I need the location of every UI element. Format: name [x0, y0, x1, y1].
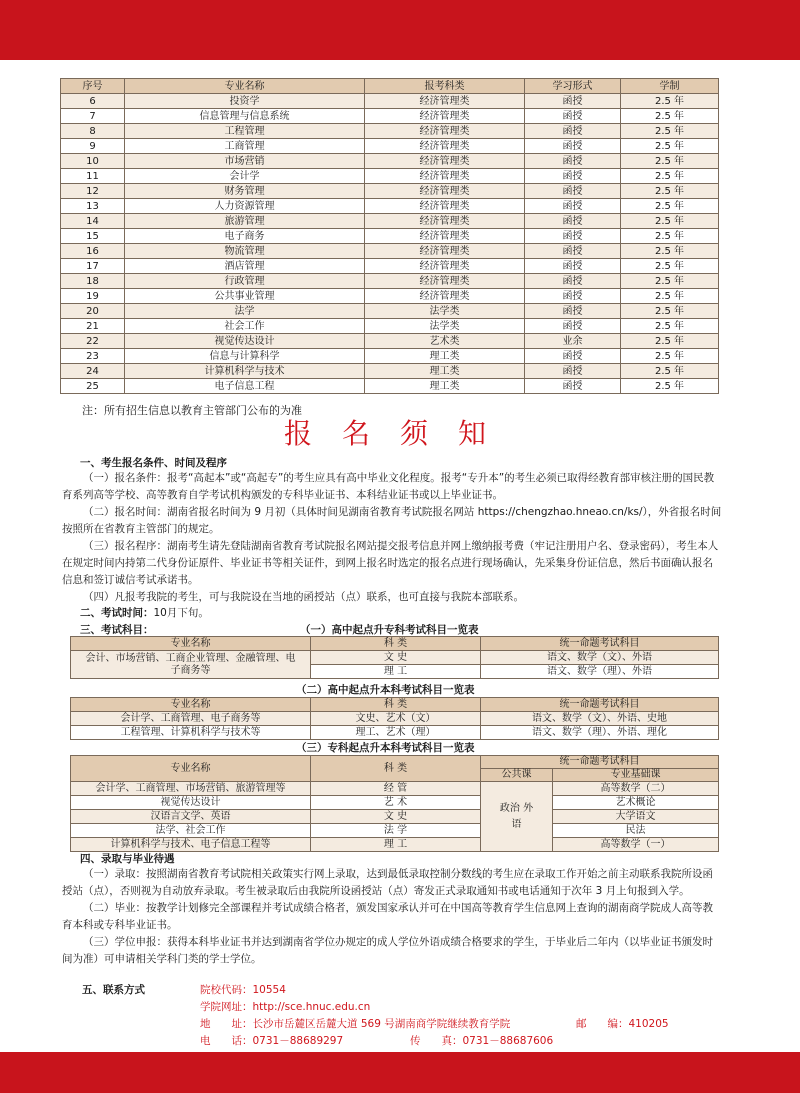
- t3-major: 视觉传达设计: [71, 796, 311, 810]
- t3-category: 艺 术: [311, 796, 481, 810]
- row-duration: 2.5 年: [621, 244, 719, 259]
- table-row: [61, 349, 719, 364]
- row-index: 14: [61, 214, 125, 229]
- row-major: 人力资源管理: [125, 199, 365, 214]
- t2-subjects: 语文、数学（文）、外语、史地: [481, 712, 719, 726]
- row-duration: 2.5 年: [621, 169, 719, 184]
- row-index: 7: [61, 109, 125, 124]
- table-row: [61, 154, 719, 169]
- row-duration: 2.5 年: [621, 154, 719, 169]
- t3-header-major: 专业名称: [71, 756, 311, 782]
- row-study-mode: 函授: [525, 94, 621, 109]
- contact-fax: 传 真：0731－88687606: [410, 1035, 554, 1047]
- t3-basic-course: 艺术概论: [553, 796, 719, 810]
- top-red-band: [0, 0, 800, 60]
- row-major: 物流管理: [125, 244, 365, 259]
- row-study-mode: 函授: [525, 139, 621, 154]
- row-major: 会计学: [125, 169, 365, 184]
- row-category: 经济管理类: [365, 169, 525, 184]
- table-row: [61, 304, 719, 319]
- t3-basic-course: 大学语文: [553, 810, 719, 824]
- t3-basic-course: 民法: [553, 824, 719, 838]
- t1-header-exam: 统一命题考试科目: [481, 637, 719, 651]
- row-index: 19: [61, 289, 125, 304]
- section1-title: 一、考生报名条件、时间及程序: [80, 457, 227, 469]
- contact-address: 地 址：长沙市岳麓区岳麓大道 569 号湖南商学院继续教育学院: [200, 1018, 511, 1030]
- majors-table: [60, 78, 719, 394]
- row-category: 法学类: [365, 304, 525, 319]
- row-major: 财务管理: [125, 184, 365, 199]
- section1-para-time: （二）报名时间：湖南省报名时间为 9 月初（具体时间见湖南省教育考试院报名网站 https://chengzhao.hneao.cn/ks/），外省报名时间按照所在省教育主管部门的规定。: [62, 506, 722, 535]
- row-study-mode: 函授: [525, 289, 621, 304]
- table-row: [61, 364, 719, 379]
- row-study-mode: 函授: [525, 259, 621, 274]
- row-duration: 2.5 年: [621, 349, 719, 364]
- section4-body: [62, 866, 722, 968]
- row-study-mode: 函授: [525, 364, 621, 379]
- row-duration: 2.5 年: [621, 289, 719, 304]
- section5-title: 五、联系方式: [82, 984, 145, 996]
- row-major: 法学: [125, 304, 365, 319]
- row-major: 社会工作: [125, 319, 365, 334]
- row-category: 经济管理类: [365, 244, 525, 259]
- row-index: 21: [61, 319, 125, 334]
- row-duration: 2.5 年: [621, 274, 719, 289]
- t3-public-courses: 政治 外语: [481, 782, 553, 852]
- header-study-mode: 学习形式: [525, 79, 621, 94]
- contact-phone: 电 话：0731－88689297: [200, 1035, 344, 1047]
- row-study-mode: 函授: [525, 124, 621, 139]
- row-duration: 2.5 年: [621, 379, 719, 394]
- table-row: [61, 109, 719, 124]
- bottom-red-band: [0, 1052, 800, 1093]
- header-major: 专业名称: [125, 79, 365, 94]
- row-duration: 2.5 年: [621, 199, 719, 214]
- t3-category: 理 工: [311, 838, 481, 852]
- t3-category: 法 学: [311, 824, 481, 838]
- row-category: 经济管理类: [365, 289, 525, 304]
- row-duration: 2.5 年: [621, 304, 719, 319]
- section3-title: 三、考试科目：: [80, 624, 154, 636]
- row-major: 市场营销: [125, 154, 365, 169]
- row-index: 20: [61, 304, 125, 319]
- table-row: [61, 334, 719, 349]
- row-category: 经济管理类: [365, 199, 525, 214]
- page-heading: 报名须知: [283, 417, 516, 450]
- row-major: 视觉传达设计: [125, 334, 365, 349]
- row-index: 17: [61, 259, 125, 274]
- section2-label: 二、考试时间：: [80, 607, 154, 619]
- t2-major: 会计学、工商管理、电子商务等: [71, 712, 311, 726]
- table-row: [61, 259, 719, 274]
- t3-basic-course: 高等数学（一）: [553, 838, 719, 852]
- table2-caption: （二）高中起点升本科考试科目一览表: [296, 684, 475, 696]
- row-major: 电子商务: [125, 229, 365, 244]
- t2-subjects: 语文、数学（理）、外语、理化: [481, 726, 719, 740]
- row-study-mode: 函授: [525, 169, 621, 184]
- row-study-mode: 函授: [525, 304, 621, 319]
- row-category: 经济管理类: [365, 214, 525, 229]
- t2-category: 文史、艺术（文）: [311, 712, 481, 726]
- exam-table-3: [70, 755, 719, 852]
- row-index: 9: [61, 139, 125, 154]
- t1-header-category: 科 类: [311, 637, 481, 651]
- row-duration: 2.5 年: [621, 184, 719, 199]
- t2-header-exam: 统一命题考试科目: [481, 698, 719, 712]
- section1-para-procedure: （三）报名程序：湖南考生请先登陆湖南省教育考试院报名网站提交报考信息并网上缴纳报考费（牢记注册用户名、登录密码），考生本人在规定时间内持第二代身份证原件、毕业证书等相关证件，到网上报名时选定的报名点进行现场确认，先采集身份证信息，然后书面确认报名信息和签订诚信考试承诺书。: [62, 540, 719, 586]
- table-row: [61, 124, 719, 139]
- t2-category: 理工、艺术（理）: [311, 726, 481, 740]
- row-study-mode: 业余: [525, 334, 621, 349]
- t2-header-major: 专业名称: [71, 698, 311, 712]
- t2-header-category: 科 类: [311, 698, 481, 712]
- row-duration: 2.5 年: [621, 229, 719, 244]
- t3-header-category: 科 类: [311, 756, 481, 782]
- row-index: 18: [61, 274, 125, 289]
- table-row: [61, 199, 719, 214]
- row-major: 电子信息工程: [125, 379, 365, 394]
- t1-subjects: 语文、数学（理）、外语: [481, 665, 719, 679]
- row-index: 11: [61, 169, 125, 184]
- t3-major: 汉语言文学、英语: [71, 810, 311, 824]
- t3-header-basic: 专业基础课: [553, 769, 719, 782]
- row-duration: 2.5 年: [621, 364, 719, 379]
- row-category: 理工类: [365, 379, 525, 394]
- row-category: 经济管理类: [365, 259, 525, 274]
- section4-title: 四、录取与毕业待遇: [80, 853, 175, 865]
- section1-para-contact: （四）凡报考我院的考生，可与我院设在当地的函授站（点）联系，也可直接与我院本部联系。: [83, 591, 524, 603]
- row-index: 10: [61, 154, 125, 169]
- t3-major: 计算机科学与技术、电子信息工程等: [71, 838, 311, 852]
- t3-category: 文 史: [311, 810, 481, 824]
- row-study-mode: 函授: [525, 229, 621, 244]
- row-index: 25: [61, 379, 125, 394]
- row-study-mode: 函授: [525, 244, 621, 259]
- row-index: 16: [61, 244, 125, 259]
- row-category: 经济管理类: [365, 124, 525, 139]
- table3-caption: （三）专科起点升本科考试科目一览表: [296, 742, 475, 754]
- table-row: [61, 139, 719, 154]
- row-category: 理工类: [365, 349, 525, 364]
- majors-table-header: [61, 79, 719, 94]
- row-major: 信息管理与信息系统: [125, 109, 365, 124]
- row-study-mode: 函授: [525, 214, 621, 229]
- row-duration: 2.5 年: [621, 259, 719, 274]
- row-major: 酒店管理: [125, 259, 365, 274]
- row-category: 经济管理类: [365, 274, 525, 289]
- row-duration: 2.5 年: [621, 94, 719, 109]
- section1-para-conditions: （一）报名条件：报考“高起本”或“高起专”的考生应具有高中毕业文化程度。报考“专升本”的考生必须已取得经教育部审核注册的国民教育系列高等学校、高等教育自学考试机构颁发的专科毕业证书、本科结业证书或以上毕业证书。: [62, 472, 715, 501]
- row-category: 经济管理类: [365, 94, 525, 109]
- contact-school-code: 院校代码：10554: [200, 984, 286, 996]
- row-category: 经济管理类: [365, 154, 525, 169]
- t2-major: 工程管理、计算机科学与技术等: [71, 726, 311, 740]
- t3-header-public: 公共课: [481, 769, 553, 782]
- row-index: 15: [61, 229, 125, 244]
- row-duration: 2.5 年: [621, 124, 719, 139]
- row-major: 计算机科学与技术: [125, 364, 365, 379]
- row-index: 23: [61, 349, 125, 364]
- t1-header-major: 专业名称: [71, 637, 311, 651]
- header-category: 报考科类: [365, 79, 525, 94]
- section2-value: 10月下旬。: [153, 607, 209, 619]
- row-study-mode: 函授: [525, 349, 621, 364]
- table-row: [61, 244, 719, 259]
- table-row: [61, 184, 719, 199]
- row-major: 投资学: [125, 94, 365, 109]
- t3-major: 法学、社会工作: [71, 824, 311, 838]
- disclaimer-note: 注：所有招生信息以教育主管部门公布的为准: [82, 404, 302, 417]
- section4-para-admission: （一）录取：按照湖南省教育考试院相关政策实行网上录取，达到最低录取控制分数线的考生应在录取工作开始之前主动联系我院所设函授站（点），否则视为自动放弃录取。考生被录取后由我院所设函授站（点）寄发正式录取通知书或电话通知于次年 3 月上旬报到入学。: [62, 868, 713, 897]
- section2-title: [80, 605, 209, 620]
- row-study-mode: 函授: [525, 199, 621, 214]
- row-study-mode: 函授: [525, 274, 621, 289]
- row-category: 经济管理类: [365, 139, 525, 154]
- table-row: [61, 214, 719, 229]
- row-major: 信息与计算科学: [125, 349, 365, 364]
- row-duration: 2.5 年: [621, 214, 719, 229]
- row-major: 公共事业管理: [125, 289, 365, 304]
- row-category: 经济管理类: [365, 184, 525, 199]
- exam-table-2: [70, 697, 719, 740]
- row-study-mode: 函授: [525, 109, 621, 124]
- table-row: [61, 319, 719, 334]
- row-category: 经济管理类: [365, 109, 525, 124]
- row-study-mode: 函授: [525, 319, 621, 334]
- row-category: 理工类: [365, 364, 525, 379]
- contact-website[interactable]: 学院网址：http://sce.hnuc.edu.cn: [200, 1001, 371, 1013]
- header-duration: 学制: [621, 79, 719, 94]
- row-category: 法学类: [365, 319, 525, 334]
- row-duration: 2.5 年: [621, 319, 719, 334]
- row-duration: 2.5 年: [621, 139, 719, 154]
- contact-postcode: 邮 编：410205: [576, 1018, 669, 1030]
- header-index: 序号: [61, 79, 125, 94]
- row-duration: 2.5 年: [621, 334, 719, 349]
- row-category: 经济管理类: [365, 229, 525, 244]
- table-row: [61, 169, 719, 184]
- row-index: 6: [61, 94, 125, 109]
- section4-para-graduation: （二）毕业：按教学计划修完全部课程并考试成绩合格者，颁发国家承认并可在中国高等教育学生信息网上查询的湖南商学院成人高等教育本科或专科毕业证书。: [62, 902, 713, 931]
- t1-category: 文 史: [311, 651, 481, 665]
- section1-body: [62, 470, 722, 606]
- row-index: 24: [61, 364, 125, 379]
- t1-major-cell: 会计、市场营销、工商企业管理、金融管理、电子商务等: [71, 651, 311, 679]
- row-major: 工程管理: [125, 124, 365, 139]
- row-major: 工商管理: [125, 139, 365, 154]
- row-index: 12: [61, 184, 125, 199]
- table-row: [61, 379, 719, 394]
- row-major: 行政管理: [125, 274, 365, 289]
- t3-header-exam: 统一命题考试科目: [481, 756, 719, 769]
- row-major: 旅游管理: [125, 214, 365, 229]
- table-row: [61, 289, 719, 304]
- t1-category: 理 工: [311, 665, 481, 679]
- row-study-mode: 函授: [525, 154, 621, 169]
- row-index: 8: [61, 124, 125, 139]
- section4-para-degree: （三）学位申报：获得本科毕业证书并达到湖南省学位办规定的成人学位外语成绩合格要求的学生，于毕业后二年内（以毕业证书颁发时间为准）可申请相关学科门类的学士学位。: [62, 936, 713, 965]
- t3-category: 经 管: [311, 782, 481, 796]
- exam-table-1: [70, 636, 719, 679]
- row-category: 艺术类: [365, 334, 525, 349]
- row-study-mode: 函授: [525, 184, 621, 199]
- t1-subjects: 语文、数学（文）、外语: [481, 651, 719, 665]
- row-study-mode: 函授: [525, 379, 621, 394]
- table-row: [61, 274, 719, 289]
- row-duration: 2.5 年: [621, 109, 719, 124]
- t3-basic-course: 高等数学（二）: [553, 782, 719, 796]
- table1-caption: （一）高中起点升专科考试科目一览表: [300, 624, 479, 636]
- row-index: 13: [61, 199, 125, 214]
- t3-major: 会计学、工商管理、市场营销、旅游管理等: [71, 782, 311, 796]
- table-row: [61, 94, 719, 109]
- table-row: [61, 229, 719, 244]
- row-index: 22: [61, 334, 125, 349]
